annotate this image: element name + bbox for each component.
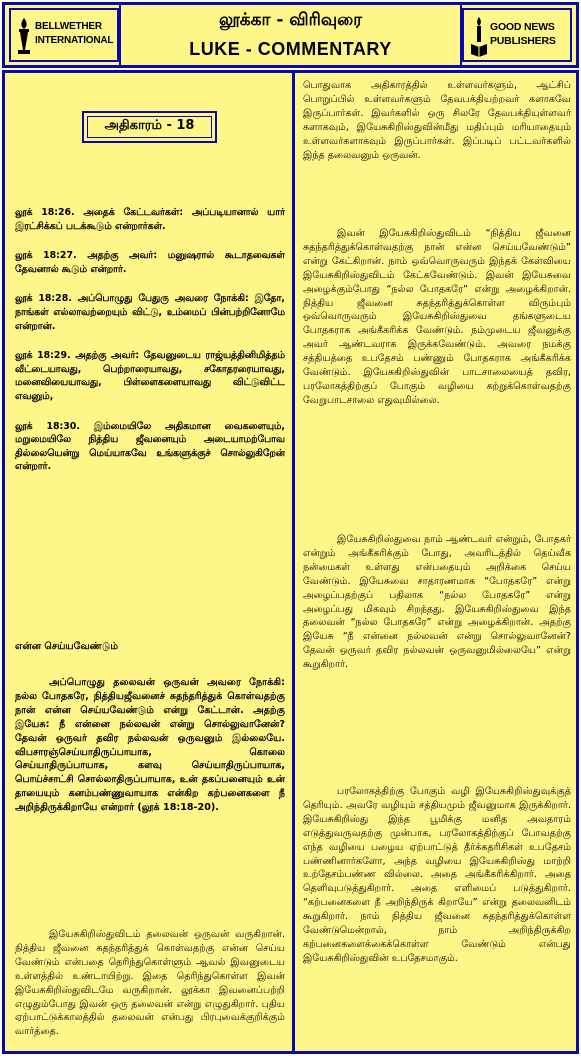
bellwether-logo-text: BELLWETHER INTERNATIONAL xyxy=(35,21,114,46)
title-english: LUKE - COMMENTARY xyxy=(189,39,392,59)
content-frame xyxy=(2,70,579,1054)
book-lamp-icon xyxy=(470,16,488,58)
column-divider xyxy=(292,73,295,1051)
verse-list xyxy=(15,206,285,490)
verse-18-26: லூக் 18:26. அதைக் கேட்டவர்கள்: அப்படியானால் யார் இரட்சிக்கப் படக்கூடும் என்றார்கள். xyxy=(15,207,285,232)
header-title-block xyxy=(119,5,462,65)
verse-18-29: லூக் 18:29. அதற்கு அவர்: தேவனுடைய ராஜ்யத்தினிமித்தம் வீட்டையாவது, பெற்றாரையாவது, சகோதரரையாவது, மனைவியையாவது, பிள்ளைகளையாவது விட்டுவிட்ட எவனும், xyxy=(15,350,285,402)
verse-18-27: லூக் 18:27. அதற்கு அவர்: மனுஷரால் கூடாதவைகள் தேவனால் கூடும் என்றார். xyxy=(15,250,285,275)
torch-icon xyxy=(15,16,33,56)
commentary-paragraph-3: இவன் இயேசுகிறிஸ்துவிடம் “நித்திய ஜீவனை சுதந்தரித்துக்கொள்வதற்கு நான் என்ன செய்யவேண்டும்” என்று கேட்கிறான். நாம் ஒவ்வொருவரும் இந்தக் கேள்வியை இயேசுகிறிஸ்துவிடம் கேட்கவேண்டும். இவன் இயேசுவை அழைக்கும்போது “நல்ல போதகரே” என்று அழைக்கிறான். நித்திய ஜீவனை சுதந்தரித்துக்கொள்ள விரும்பும் ஒவ்வொருவரும் இயேசுகிறிஸ்துவை தங்களுடைய போதகராக அங்கீகரிக்க வேண்டும். நம்முடைய ஜீவனுக்கு அவர் ஆண்டவராக இருக்கவேண்டும். அவரை நமக்கு சத்தியத்தை உபதேசம் பண்ணும் போதகராக அங்கீகரிக்க வேண்டும். இயேசுகிறிஸ்துவின் பாடசாலையைத் தவிர, பரலோகத்திற்குப் போகும் வழியை கற்றுக்கொள்வதற்கு வேறுபாடசாலை எதுவுமில்லை. xyxy=(303,228,571,406)
commentary-paragraph-5: பரலோகத்திற்கு போகும் வழி இயேசுகிறிஸ்துவுக்குத் தெரியும். அவரே வழியும் சத்தியமும் ஜீவனுமாக இருக்கிறார். இயேசுகிறிஸ்து இந்த பூமிக்கு மனித அவதாரம் எடுத்துவருவதற்கு முன்பாக, பரலோகத்திற்குப் போவதற்கு எந்த வழியை பழைய ஏற்பாட்டுத் தீர்க்கதரிசிகள் உபதேசம் பண்ணினார்களோ, அந்த வழியை இயேசுகிறிஸ்து மாற்றி உற்தேசம்பண்ண வில்லை. அதை அங்கீகரிக்கிறார். அதை தெளிவுபடுத்துகிறார். அதை எளிமைப் படுத்துகிறார். “கற்பனைகளை நீ அறிந்திருக் கிறாயே” என்று தலைவனிடம் கூறுகிறார். நாம் நித்திய ஜீவனை சுதந்தரித்துக்கொள்ள வேண்டுமென்றால், நாம் அறிந்திருக்கிற கற்பனைகளைக்கைக்கொள்ள வேண்டும் என்பது இயேசுகிறிஸ்துவின் உபதேசமாகும். xyxy=(303,786,571,964)
commentary-paragraph-2: பொதுவாக அதிகாரத்தில் உள்ளவர்களும், ஆட்சிப் பொறுப்பில் உள்ளவர்களும் தேவபக்தியற்றவர் களாகவே இருப்பார்கள். இவர்களில் ஒரு சிலரே தேவபக்தியுள்ளவர் களாகவும், இயேசுகிறிஸ்துவின்மீது மதிப்பும் மரியாதையும் உள்ளவர்களாகவும் இருப்பார்கள். இப்படிப் பட்டவர்களில் இந்த தலைவனும் ஒருவன். xyxy=(303,80,571,161)
chapter-title: அதிகாரம் - 18 xyxy=(104,118,195,133)
verse-18-30: லூக் 18:30. இம்மையிலே அதிகமான வைகளையும், மறுமையிலே நித்திய ஜீவனையும் அடையாமற்போவ தில்லையென்று மெய்யாகவே உங்களுக்குச் சொல்லுகிறேன் என்றார். xyxy=(15,420,285,473)
title-tamil: லூக்கா - விரிவுரை xyxy=(218,10,363,30)
commentary-paragraph-4: இயேசுகிறிஸ்துவை நாம் ஆண்டவர் என்றும், போதகர் என்றும் அங்கீகரிக்கும் போது, அவரிடத்தில் தெய்வீக நன்மைகள் உள்ளது என்பதையும் அறிக்கை செய்ய வேண்டும். இயேசுவை சாதாரணமாக “போதகரே” என்று அழைப்பதற்குப் பதிலாக “நல்ல போதகரே” என்று அழைப்பது மிகவும் சிறந்தது. இயேசுகிறிஸ்துவை இந்த தலைவன் “நல்ல போதகரே” என்று அழைக்கிறான். அதற்கு இயேசு “நீ என்னை நல்லவன் என்று சொல்லுவானேன்? தேவன் ஒருவர் தவிர நல்லவன் ஒருவனுமில்லையே” என்று கூறுகிறார். xyxy=(303,534,571,671)
right-column xyxy=(303,73,571,1051)
bellwether-logo xyxy=(9,8,119,62)
section-heading: என்ன செய்யவேண்டும் xyxy=(15,641,119,652)
scripture-paragraph: அப்பொழுது தலைவன் ஒருவன் அவரை நோக்கி: நல்ல போதகரே, நித்தியஜீவனைச் சுதந்தரித்துக் கொள்வதற்கு நான் என்ன செய்யவேண்டும் என்று கேட்டான். அதற்கு இயேசு: நீ என்னை நல்லவன் என்று சொல்லுவானேன்? தேவன் ஒருவர் தவிர நல்லவன் ஒருவனும் இல்லையே. விபசாரஞ்செய்யாதிருப்பாயாக, கொலை செய்யாதிருப்பாயாக, களவு செய்யாதிருப்பாயாக, பொய்ச்சாட்சி சொல்லாதிருப்பாயாக, உன் தகப்பனையும் உன் தாயையும் கனம்பண்ணுவாயாக என்கிற கற்பனைகளை நீ அறிந்திருக்கிறாயே என்றார் (லூக் 18:18-20). xyxy=(15,677,285,814)
header xyxy=(2,2,579,68)
left-column xyxy=(15,73,285,1051)
commentary-paragraph-1: இயேசுகிறிஸ்துவிடம் தலைவன் ஒருவன் வருகிறான். நித்திய ஜீவனை சுதந்தரித்துக் கொள்வதற்கு என்ன செய்ய வேண்டும் என்பதை தெரிந்துகொள்ளும் ஆவல் இவனுடைய உள்ளத்தில் உண்டாயிற்று. இதை தெரிந்துகொள்ள இவன் இயேசுகிறிஸ்துவிடமே வருகிறான். லூக்கா இவனைப்பற்றி எழுதும்போது இவன் ஒரு தலைவன் என்று எழுதுகிறார். புதிய ஏற்பாட்டுக்காலத்தில் தலைவன் என்பது பிரபுவைக்குறிக்கும் வார்த்தை. xyxy=(15,929,285,1038)
good-news-logo-text: GOOD NEWS PUBLISHERS xyxy=(490,21,556,47)
verse-18-28: லூக் 18:28. அப்பொழுது பேதுரு அவரை நோக்கி: இதோ, நாங்கள் எல்லாவற்றையும் விட்டு, உம்மைப் பின்பற்றினோமே என்றான். xyxy=(15,293,285,332)
good-news-logo xyxy=(462,8,572,62)
chapter-box xyxy=(82,111,217,143)
